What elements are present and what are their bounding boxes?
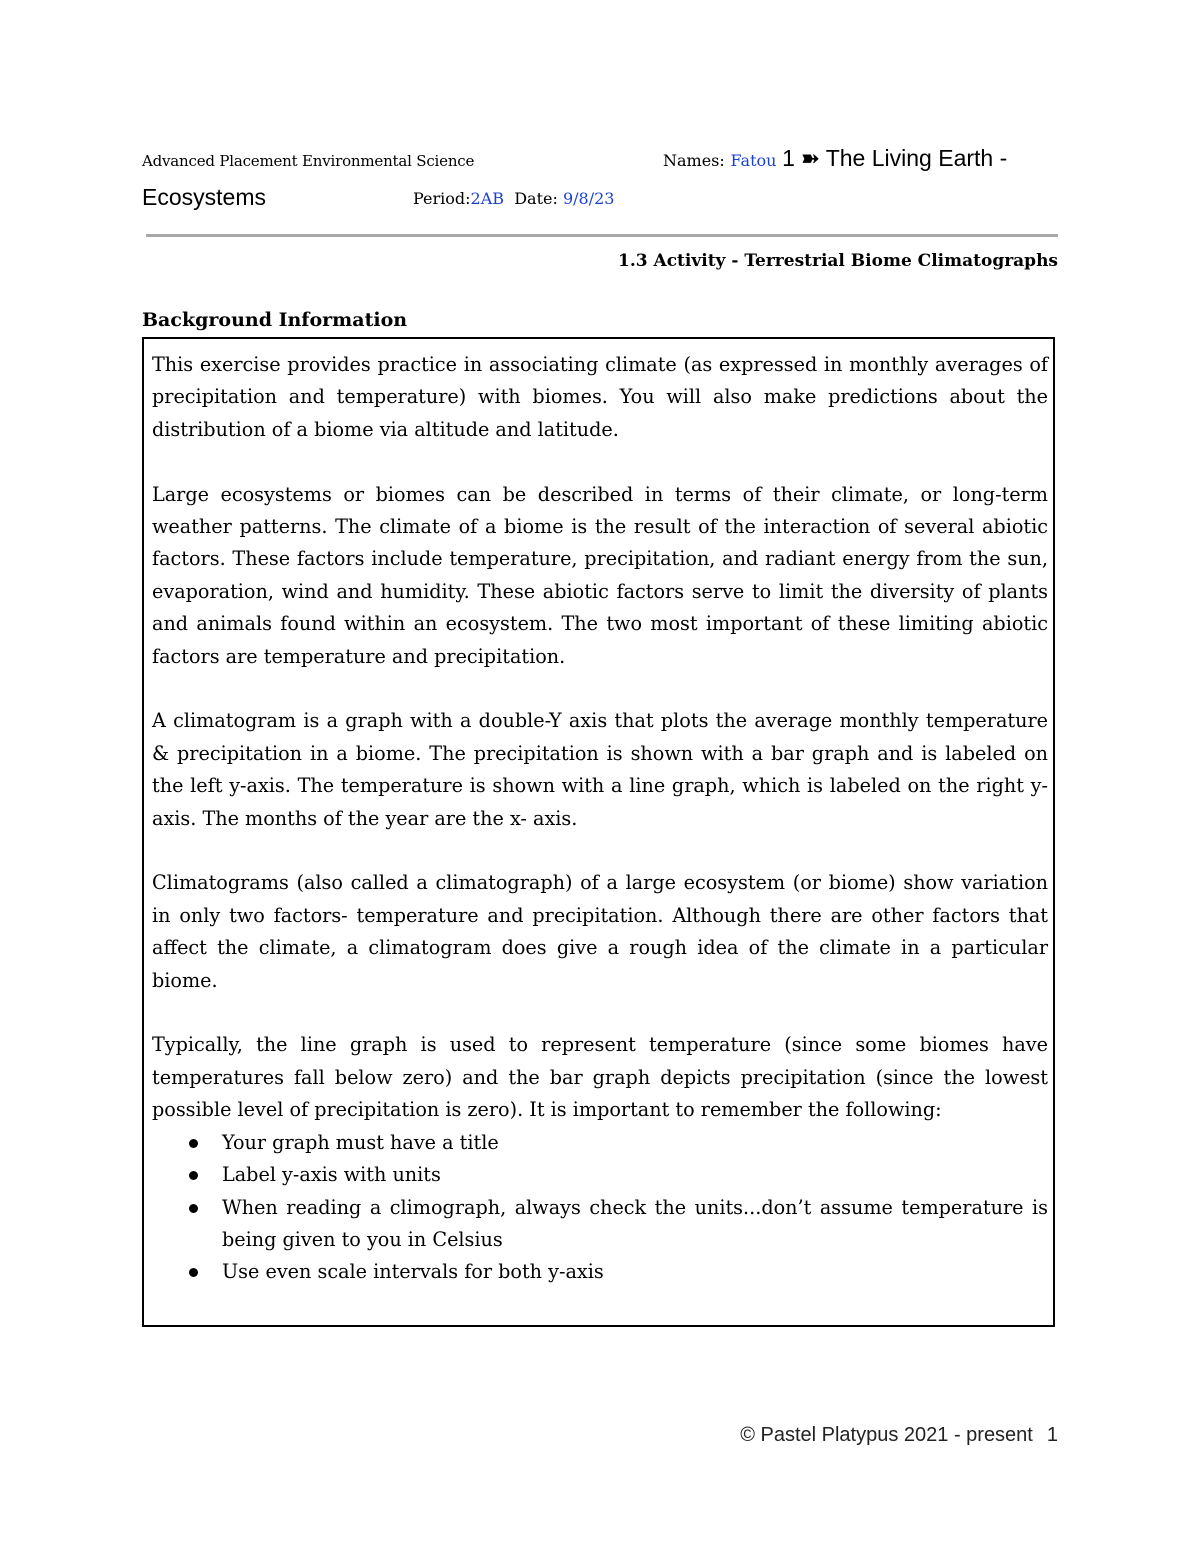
period-value[interactable]: 2AB (470, 189, 505, 208)
bullet-icon (189, 1268, 198, 1277)
list-item-text: Your graph must have a title (222, 1130, 499, 1154)
unit-title: The Living Earth - (825, 145, 1008, 171)
page-number: 1 (1046, 1424, 1058, 1446)
background-content (152, 349, 1048, 1289)
paragraph-1: This exercise provides practice in associating climate (as expressed in monthly averages of precipitation and temperature) with biomes. You will also make predictions about the distribution of a biome via altitude and latitude. (152, 353, 1048, 441)
bullet-icon (189, 1204, 198, 1213)
bullet-icon (189, 1139, 198, 1148)
background-heading: Background Information (142, 309, 408, 331)
list-item (222, 1159, 1048, 1191)
period-label: Period: (413, 189, 471, 208)
list-item-text: Label y-axis with units (222, 1163, 441, 1187)
names-line (663, 145, 1007, 172)
names-label: Names: (663, 151, 725, 170)
date-label: Date: (514, 189, 558, 208)
list-item (222, 1256, 1048, 1288)
unit-number: 1 (782, 145, 795, 171)
list-item (222, 1192, 1048, 1257)
activity-title: 1.3 Activity - Terrestrial Biome Climatographs (618, 251, 1058, 271)
arrow-icon: ➽ (800, 145, 820, 171)
period-date-line (413, 189, 614, 208)
paragraph-4: Climatograms (also called a climatograph) of a large ecosystem (or biome) show variation in only two factors- temperature and precipitation. Although there are other factors that affect the climate, a climatogram does give a rough idea of the climate in a particular biome. (152, 871, 1048, 992)
course-name: Advanced Placement Environmental Science (142, 152, 475, 170)
paragraph-2: Large ecosystems or biomes can be described in terms of their climate, or long-term weather patterns. The climate of a biome is the result of the interaction of several abiotic factors. These factors include temperature, precipitation, and radiant energy from the sun, evaporation, wind and humidity. These abiotic factors serve to limit the diversity of plants and animals found within an ecosystem. The two most important of these limiting abiotic factors are temperature and precipitation. (152, 482, 1048, 668)
paragraph-3: A climatogram is a graph with a double-Y axis that plots the average monthly temperature & precipitation in a biome. The precipitation is shown with a bar graph and is labeled on the left y-axis. The temperature is shown with a line graph, which is labeled on the right y-axis. The months of the year are the x- axis. (152, 709, 1048, 830)
bullet-icon (189, 1171, 198, 1180)
date-value[interactable]: 9/8/23 (562, 189, 615, 208)
header-divider (146, 234, 1058, 237)
unit-title-continued: Ecosystems (142, 184, 266, 210)
list-item (222, 1127, 1048, 1159)
list-item-text: Use even scale intervals for both y-axis (222, 1260, 604, 1284)
page-footer (740, 1424, 1058, 1447)
copyright-text: © Pastel Platypus 2021 - present (740, 1424, 1033, 1446)
reminder-list (152, 1127, 1048, 1289)
list-item-text: When reading a climograph, always check the units...don’t assume temperature is being given to you in Celsius (222, 1195, 1048, 1251)
paragraph-5: Typically, the line graph is used to represent temperature (since some biomes have temperatures fall below zero) and the bar graph depicts precipitation (since the lowest possible level of precipitation is zero). It is important to remember the following: (152, 1033, 1048, 1122)
names-value[interactable]: Fatou (730, 151, 777, 170)
